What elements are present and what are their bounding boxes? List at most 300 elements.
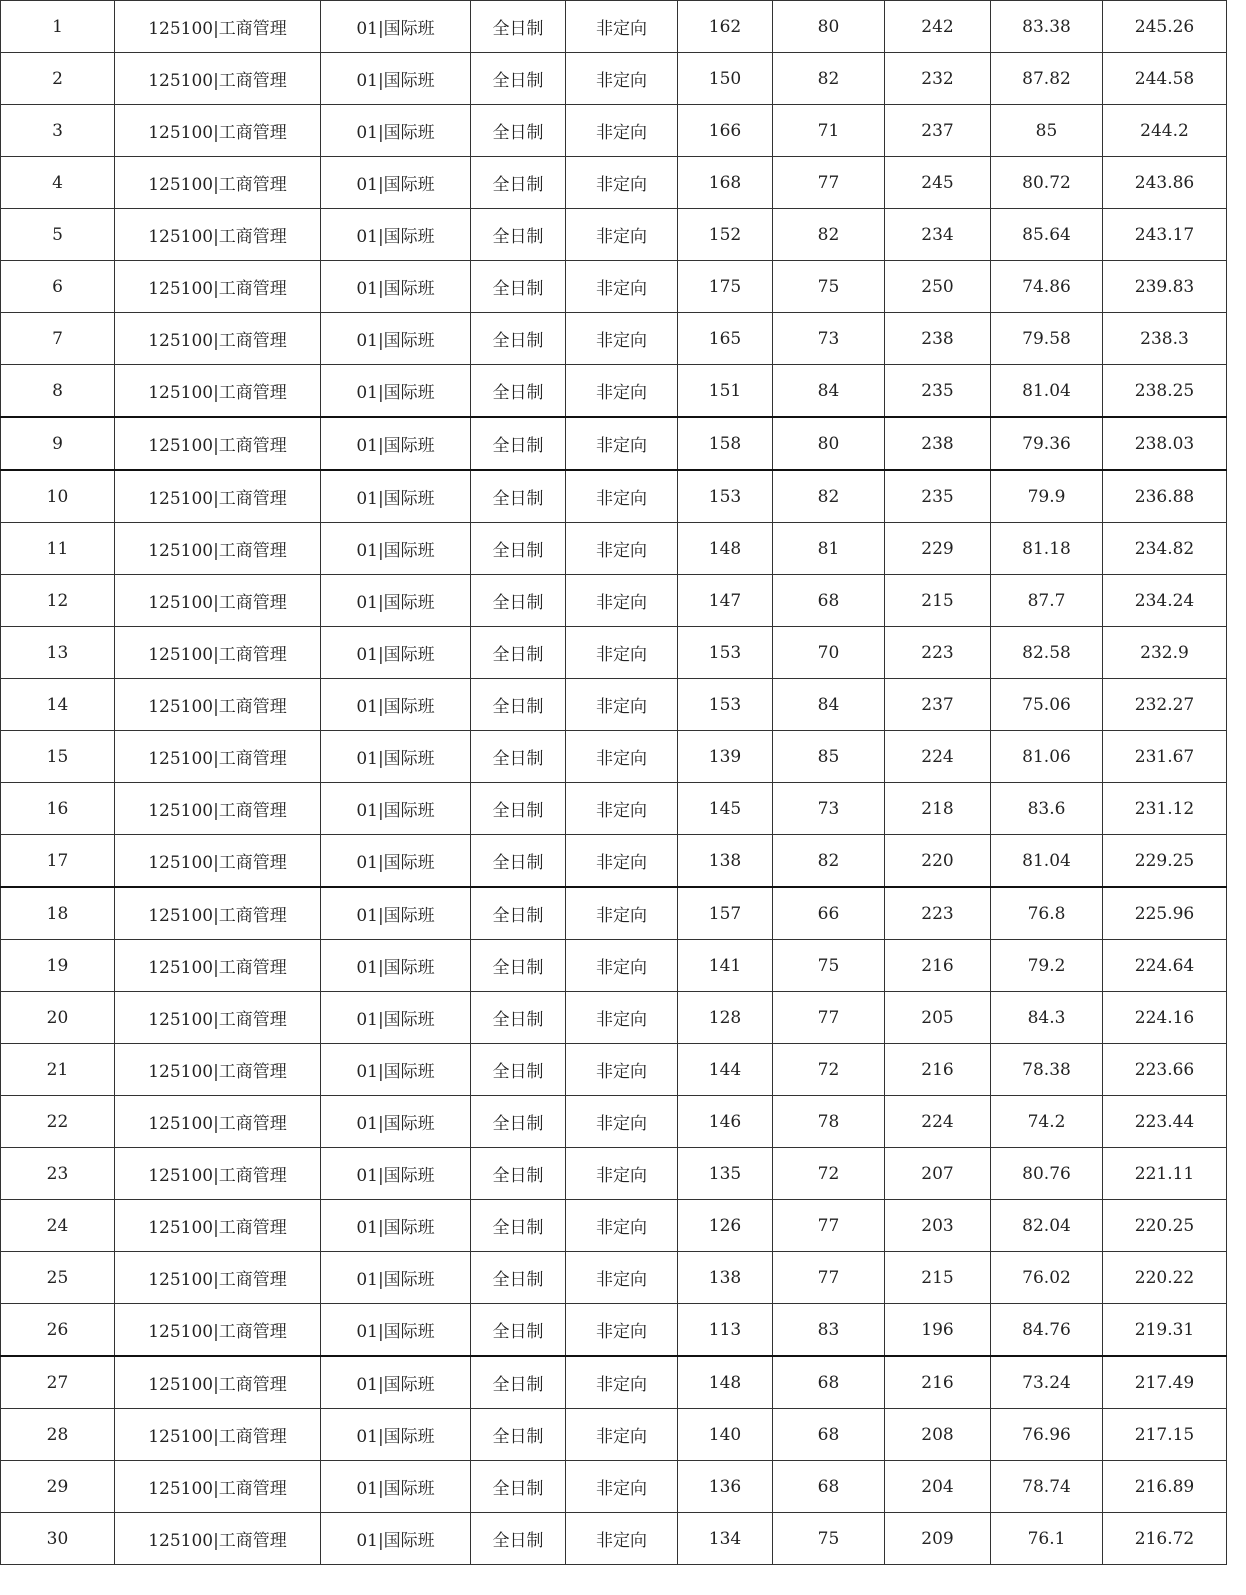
cell-enrollment-type: 非定向 — [566, 940, 678, 992]
cell-direction: 01|国际班 — [321, 1356, 471, 1409]
table-row — [1, 53, 1227, 105]
cell-direction: 01|国际班 — [321, 1096, 471, 1148]
cell-interview-score: 79.2 — [991, 940, 1103, 992]
cell-enrollment-type: 非定向 — [566, 1461, 678, 1513]
table-row — [1, 887, 1227, 940]
cell-major: 125100|工商管理 — [115, 209, 321, 261]
cell-total-score: 242 — [885, 1, 991, 53]
cell-total-score: 232 — [885, 53, 991, 105]
cell-rank: 29 — [1, 1461, 115, 1513]
cell-total-score: 223 — [885, 887, 991, 940]
cell-score-a: 145 — [678, 783, 773, 835]
cell-direction: 01|国际班 — [321, 1409, 471, 1461]
cell-interview-score: 73.24 — [991, 1356, 1103, 1409]
cell-interview-score: 79.36 — [991, 417, 1103, 470]
cell-major: 125100|工商管理 — [115, 679, 321, 731]
cell-score-a: 135 — [678, 1148, 773, 1200]
cell-final-score: 245.26 — [1103, 1, 1227, 53]
cell-enrollment-type: 非定向 — [566, 1356, 678, 1409]
cell-interview-score: 74.86 — [991, 261, 1103, 313]
cell-major: 125100|工商管理 — [115, 1513, 321, 1565]
cell-major: 125100|工商管理 — [115, 313, 321, 365]
cell-final-score: 225.96 — [1103, 887, 1227, 940]
cell-total-score: 205 — [885, 992, 991, 1044]
cell-direction: 01|国际班 — [321, 992, 471, 1044]
cell-major: 125100|工商管理 — [115, 53, 321, 105]
cell-final-score: 238.3 — [1103, 313, 1227, 365]
cell-score-b: 68 — [773, 1356, 885, 1409]
cell-score-a: 140 — [678, 1409, 773, 1461]
cell-enrollment-type: 非定向 — [566, 731, 678, 783]
cell-major: 125100|工商管理 — [115, 1356, 321, 1409]
cell-total-score: 237 — [885, 105, 991, 157]
cell-score-a: 138 — [678, 835, 773, 888]
cell-final-score: 217.49 — [1103, 1356, 1227, 1409]
cell-final-score: 217.15 — [1103, 1409, 1227, 1461]
cell-study-mode: 全日制 — [471, 627, 566, 679]
cell-total-score: 218 — [885, 783, 991, 835]
cell-final-score: 232.27 — [1103, 679, 1227, 731]
cell-enrollment-type: 非定向 — [566, 627, 678, 679]
cell-study-mode: 全日制 — [471, 1409, 566, 1461]
cell-interview-score: 75.06 — [991, 679, 1103, 731]
table-row — [1, 835, 1227, 888]
cell-final-score: 216.72 — [1103, 1513, 1227, 1565]
table-row — [1, 992, 1227, 1044]
table-row — [1, 523, 1227, 575]
cell-rank: 30 — [1, 1513, 115, 1565]
cell-major: 125100|工商管理 — [115, 470, 321, 523]
cell-rank: 9 — [1, 417, 115, 470]
cell-interview-score: 85.64 — [991, 209, 1103, 261]
table-row — [1, 1513, 1227, 1565]
cell-score-b: 72 — [773, 1044, 885, 1096]
cell-final-score: 223.66 — [1103, 1044, 1227, 1096]
cell-total-score: 235 — [885, 365, 991, 418]
cell-rank: 15 — [1, 731, 115, 783]
cell-direction: 01|国际班 — [321, 1461, 471, 1513]
cell-score-a: 147 — [678, 575, 773, 627]
cell-study-mode: 全日制 — [471, 470, 566, 523]
cell-direction: 01|国际班 — [321, 1200, 471, 1252]
table-row — [1, 1096, 1227, 1148]
cell-score-a: 144 — [678, 1044, 773, 1096]
cell-score-b: 73 — [773, 783, 885, 835]
cell-major: 125100|工商管理 — [115, 575, 321, 627]
cell-total-score: 250 — [885, 261, 991, 313]
table-row — [1, 1, 1227, 53]
cell-total-score: 208 — [885, 1409, 991, 1461]
cell-direction: 01|国际班 — [321, 835, 471, 888]
cell-final-score: 234.82 — [1103, 523, 1227, 575]
cell-score-a: 113 — [678, 1304, 773, 1357]
cell-enrollment-type: 非定向 — [566, 313, 678, 365]
cell-final-score: 236.88 — [1103, 470, 1227, 523]
cell-final-score: 231.67 — [1103, 731, 1227, 783]
cell-study-mode: 全日制 — [471, 105, 566, 157]
table-row — [1, 1461, 1227, 1513]
cell-interview-score: 78.74 — [991, 1461, 1103, 1513]
cell-interview-score: 80.72 — [991, 157, 1103, 209]
cell-direction: 01|国际班 — [321, 261, 471, 313]
table-row — [1, 365, 1227, 418]
cell-enrollment-type: 非定向 — [566, 1200, 678, 1252]
cell-interview-score: 84.3 — [991, 992, 1103, 1044]
cell-total-score: 215 — [885, 1252, 991, 1304]
cell-score-a: 146 — [678, 1096, 773, 1148]
cell-rank: 14 — [1, 679, 115, 731]
cell-study-mode: 全日制 — [471, 835, 566, 888]
cell-score-b: 77 — [773, 992, 885, 1044]
cell-total-score: 245 — [885, 157, 991, 209]
cell-rank: 7 — [1, 313, 115, 365]
cell-total-score: 238 — [885, 417, 991, 470]
cell-rank: 18 — [1, 887, 115, 940]
cell-interview-score: 82.58 — [991, 627, 1103, 679]
cell-score-b: 66 — [773, 887, 885, 940]
cell-study-mode: 全日制 — [471, 783, 566, 835]
cell-enrollment-type: 非定向 — [566, 1096, 678, 1148]
cell-final-score: 244.58 — [1103, 53, 1227, 105]
cell-rank: 5 — [1, 209, 115, 261]
cell-enrollment-type: 非定向 — [566, 887, 678, 940]
table-row — [1, 679, 1227, 731]
cell-major: 125100|工商管理 — [115, 1409, 321, 1461]
cell-total-score: 203 — [885, 1200, 991, 1252]
cell-rank: 25 — [1, 1252, 115, 1304]
cell-major: 125100|工商管理 — [115, 1200, 321, 1252]
cell-score-a: 168 — [678, 157, 773, 209]
table-body — [1, 1, 1227, 1565]
cell-final-score: 216.89 — [1103, 1461, 1227, 1513]
cell-rank: 2 — [1, 53, 115, 105]
cell-final-score: 239.83 — [1103, 261, 1227, 313]
cell-direction: 01|国际班 — [321, 731, 471, 783]
table-row — [1, 1304, 1227, 1357]
cell-interview-score: 80.76 — [991, 1148, 1103, 1200]
table-row — [1, 1044, 1227, 1096]
cell-study-mode: 全日制 — [471, 1356, 566, 1409]
cell-score-b: 68 — [773, 1461, 885, 1513]
cell-score-a: 165 — [678, 313, 773, 365]
cell-interview-score: 78.38 — [991, 1044, 1103, 1096]
cell-enrollment-type: 非定向 — [566, 992, 678, 1044]
cell-score-b: 72 — [773, 1148, 885, 1200]
cell-score-a: 148 — [678, 1356, 773, 1409]
cell-score-a: 175 — [678, 261, 773, 313]
cell-direction: 01|国际班 — [321, 783, 471, 835]
cell-final-score: 219.31 — [1103, 1304, 1227, 1357]
cell-score-b: 73 — [773, 313, 885, 365]
cell-score-b: 82 — [773, 53, 885, 105]
cell-interview-score: 87.7 — [991, 575, 1103, 627]
cell-study-mode: 全日制 — [471, 417, 566, 470]
cell-study-mode: 全日制 — [471, 1304, 566, 1357]
cell-study-mode: 全日制 — [471, 1, 566, 53]
cell-major: 125100|工商管理 — [115, 887, 321, 940]
table-row — [1, 1252, 1227, 1304]
cell-major: 125100|工商管理 — [115, 1096, 321, 1148]
cell-final-score: 220.25 — [1103, 1200, 1227, 1252]
cell-score-b: 75 — [773, 940, 885, 992]
cell-score-b: 75 — [773, 261, 885, 313]
cell-score-a: 136 — [678, 1461, 773, 1513]
cell-enrollment-type: 非定向 — [566, 365, 678, 418]
cell-total-score: 229 — [885, 523, 991, 575]
cell-major: 125100|工商管理 — [115, 1044, 321, 1096]
cell-major: 125100|工商管理 — [115, 627, 321, 679]
cell-rank: 13 — [1, 627, 115, 679]
cell-enrollment-type: 非定向 — [566, 1304, 678, 1357]
cell-enrollment-type: 非定向 — [566, 261, 678, 313]
cell-direction: 01|国际班 — [321, 627, 471, 679]
cell-interview-score: 74.2 — [991, 1096, 1103, 1148]
cell-rank: 1 — [1, 1, 115, 53]
cell-major: 125100|工商管理 — [115, 523, 321, 575]
cell-direction: 01|国际班 — [321, 1252, 471, 1304]
cell-major: 125100|工商管理 — [115, 835, 321, 888]
cell-direction: 01|国际班 — [321, 1304, 471, 1357]
cell-final-score: 234.24 — [1103, 575, 1227, 627]
table-row — [1, 470, 1227, 523]
cell-major: 125100|工商管理 — [115, 783, 321, 835]
cell-study-mode: 全日制 — [471, 992, 566, 1044]
cell-enrollment-type: 非定向 — [566, 1148, 678, 1200]
cell-enrollment-type: 非定向 — [566, 209, 678, 261]
cell-enrollment-type: 非定向 — [566, 1513, 678, 1565]
cell-total-score: 196 — [885, 1304, 991, 1357]
cell-enrollment-type: 非定向 — [566, 105, 678, 157]
table-row — [1, 1148, 1227, 1200]
cell-enrollment-type: 非定向 — [566, 575, 678, 627]
cell-direction: 01|国际班 — [321, 470, 471, 523]
cell-enrollment-type: 非定向 — [566, 157, 678, 209]
cell-score-b: 77 — [773, 1252, 885, 1304]
cell-major: 125100|工商管理 — [115, 1148, 321, 1200]
cell-score-b: 78 — [773, 1096, 885, 1148]
cell-study-mode: 全日制 — [471, 53, 566, 105]
cell-score-a: 134 — [678, 1513, 773, 1565]
cell-major: 125100|工商管理 — [115, 731, 321, 783]
cell-interview-score: 85 — [991, 105, 1103, 157]
cell-score-b: 68 — [773, 1409, 885, 1461]
cell-rank: 11 — [1, 523, 115, 575]
cell-study-mode: 全日制 — [471, 1200, 566, 1252]
cell-interview-score: 76.8 — [991, 887, 1103, 940]
cell-study-mode: 全日制 — [471, 261, 566, 313]
cell-rank: 12 — [1, 575, 115, 627]
cell-study-mode: 全日制 — [471, 1461, 566, 1513]
cell-major: 125100|工商管理 — [115, 365, 321, 418]
cell-score-a: 138 — [678, 1252, 773, 1304]
cell-rank: 17 — [1, 835, 115, 888]
cell-score-a: 152 — [678, 209, 773, 261]
cell-score-a: 139 — [678, 731, 773, 783]
cell-major: 125100|工商管理 — [115, 261, 321, 313]
cell-rank: 24 — [1, 1200, 115, 1252]
cell-interview-score: 81.04 — [991, 835, 1103, 888]
cell-study-mode: 全日制 — [471, 157, 566, 209]
cell-direction: 01|国际班 — [321, 940, 471, 992]
cell-direction: 01|国际班 — [321, 887, 471, 940]
cell-score-a: 151 — [678, 365, 773, 418]
cell-total-score: 220 — [885, 835, 991, 888]
cell-rank: 4 — [1, 157, 115, 209]
cell-final-score: 224.64 — [1103, 940, 1227, 992]
cell-enrollment-type: 非定向 — [566, 783, 678, 835]
cell-score-a: 153 — [678, 470, 773, 523]
cell-major: 125100|工商管理 — [115, 992, 321, 1044]
cell-study-mode: 全日制 — [471, 523, 566, 575]
cell-enrollment-type: 非定向 — [566, 417, 678, 470]
cell-enrollment-type: 非定向 — [566, 1252, 678, 1304]
cell-final-score: 229.25 — [1103, 835, 1227, 888]
cell-final-score: 243.86 — [1103, 157, 1227, 209]
table-row — [1, 157, 1227, 209]
table-row — [1, 417, 1227, 470]
cell-enrollment-type: 非定向 — [566, 470, 678, 523]
cell-interview-score: 79.58 — [991, 313, 1103, 365]
cell-interview-score: 81.18 — [991, 523, 1103, 575]
table-row — [1, 209, 1227, 261]
cell-study-mode: 全日制 — [471, 679, 566, 731]
cell-score-a: 126 — [678, 1200, 773, 1252]
cell-study-mode: 全日制 — [471, 1096, 566, 1148]
cell-score-b: 83 — [773, 1304, 885, 1357]
cell-major: 125100|工商管理 — [115, 1, 321, 53]
cell-study-mode: 全日制 — [471, 1148, 566, 1200]
cell-score-b: 82 — [773, 209, 885, 261]
cell-direction: 01|国际班 — [321, 105, 471, 157]
cell-interview-score: 76.02 — [991, 1252, 1103, 1304]
cell-interview-score: 76.96 — [991, 1409, 1103, 1461]
cell-score-b: 68 — [773, 575, 885, 627]
table-row — [1, 105, 1227, 157]
cell-score-b: 84 — [773, 365, 885, 418]
cell-score-b: 82 — [773, 835, 885, 888]
cell-direction: 01|国际班 — [321, 1148, 471, 1200]
cell-final-score: 223.44 — [1103, 1096, 1227, 1148]
cell-total-score: 238 — [885, 313, 991, 365]
cell-total-score: 216 — [885, 1044, 991, 1096]
cell-rank: 8 — [1, 365, 115, 418]
cell-study-mode: 全日制 — [471, 887, 566, 940]
cell-interview-score: 81.06 — [991, 731, 1103, 783]
cell-total-score: 234 — [885, 209, 991, 261]
cell-rank: 20 — [1, 992, 115, 1044]
cell-rank: 16 — [1, 783, 115, 835]
cell-total-score: 237 — [885, 679, 991, 731]
table-row — [1, 1409, 1227, 1461]
cell-total-score: 215 — [885, 575, 991, 627]
cell-total-score: 209 — [885, 1513, 991, 1565]
table-row — [1, 1356, 1227, 1409]
cell-enrollment-type: 非定向 — [566, 835, 678, 888]
cell-direction: 01|国际班 — [321, 365, 471, 418]
cell-major: 125100|工商管理 — [115, 1461, 321, 1513]
cell-enrollment-type: 非定向 — [566, 1, 678, 53]
cell-direction: 01|国际班 — [321, 1044, 471, 1096]
cell-rank: 19 — [1, 940, 115, 992]
cell-score-b: 80 — [773, 417, 885, 470]
cell-major: 125100|工商管理 — [115, 105, 321, 157]
cell-score-b: 77 — [773, 1200, 885, 1252]
cell-score-a: 162 — [678, 1, 773, 53]
cell-study-mode: 全日制 — [471, 731, 566, 783]
cell-score-a: 150 — [678, 53, 773, 105]
cell-enrollment-type: 非定向 — [566, 53, 678, 105]
cell-rank: 3 — [1, 105, 115, 157]
cell-direction: 01|国际班 — [321, 1513, 471, 1565]
cell-direction: 01|国际班 — [321, 575, 471, 627]
cell-score-a: 153 — [678, 679, 773, 731]
cell-total-score: 216 — [885, 940, 991, 992]
cell-enrollment-type: 非定向 — [566, 1044, 678, 1096]
table-row — [1, 1200, 1227, 1252]
cell-rank: 21 — [1, 1044, 115, 1096]
cell-interview-score: 82.04 — [991, 1200, 1103, 1252]
cell-final-score: 243.17 — [1103, 209, 1227, 261]
cell-study-mode: 全日制 — [471, 1252, 566, 1304]
cell-rank: 28 — [1, 1409, 115, 1461]
cell-study-mode: 全日制 — [471, 365, 566, 418]
cell-enrollment-type: 非定向 — [566, 679, 678, 731]
cell-final-score: 232.9 — [1103, 627, 1227, 679]
cell-rank: 10 — [1, 470, 115, 523]
cell-interview-score: 83.38 — [991, 1, 1103, 53]
cell-rank: 23 — [1, 1148, 115, 1200]
cell-score-a: 158 — [678, 417, 773, 470]
cell-rank: 22 — [1, 1096, 115, 1148]
cell-major: 125100|工商管理 — [115, 417, 321, 470]
cell-interview-score: 76.1 — [991, 1513, 1103, 1565]
cell-direction: 01|国际班 — [321, 157, 471, 209]
cell-direction: 01|国际班 — [321, 53, 471, 105]
cell-score-a: 166 — [678, 105, 773, 157]
cell-enrollment-type: 非定向 — [566, 1409, 678, 1461]
cell-direction: 01|国际班 — [321, 1, 471, 53]
cell-total-score: 204 — [885, 1461, 991, 1513]
cell-total-score: 223 — [885, 627, 991, 679]
table-row — [1, 731, 1227, 783]
cell-interview-score: 87.82 — [991, 53, 1103, 105]
cell-study-mode: 全日制 — [471, 313, 566, 365]
table-row — [1, 940, 1227, 992]
cell-final-score: 220.22 — [1103, 1252, 1227, 1304]
table-row — [1, 313, 1227, 365]
cell-major: 125100|工商管理 — [115, 1252, 321, 1304]
table-row — [1, 575, 1227, 627]
cell-direction: 01|国际班 — [321, 209, 471, 261]
table-row — [1, 627, 1227, 679]
cell-direction: 01|国际班 — [321, 679, 471, 731]
cell-study-mode: 全日制 — [471, 1513, 566, 1565]
cell-final-score: 221.11 — [1103, 1148, 1227, 1200]
cell-score-a: 148 — [678, 523, 773, 575]
cell-total-score: 207 — [885, 1148, 991, 1200]
cell-score-a: 128 — [678, 992, 773, 1044]
cell-score-b: 71 — [773, 105, 885, 157]
cell-score-a: 141 — [678, 940, 773, 992]
cell-score-a: 157 — [678, 887, 773, 940]
cell-rank: 26 — [1, 1304, 115, 1357]
cell-study-mode: 全日制 — [471, 940, 566, 992]
cell-score-b: 77 — [773, 157, 885, 209]
cell-study-mode: 全日制 — [471, 1044, 566, 1096]
cell-final-score: 224.16 — [1103, 992, 1227, 1044]
cell-interview-score: 84.76 — [991, 1304, 1103, 1357]
cell-total-score: 235 — [885, 470, 991, 523]
